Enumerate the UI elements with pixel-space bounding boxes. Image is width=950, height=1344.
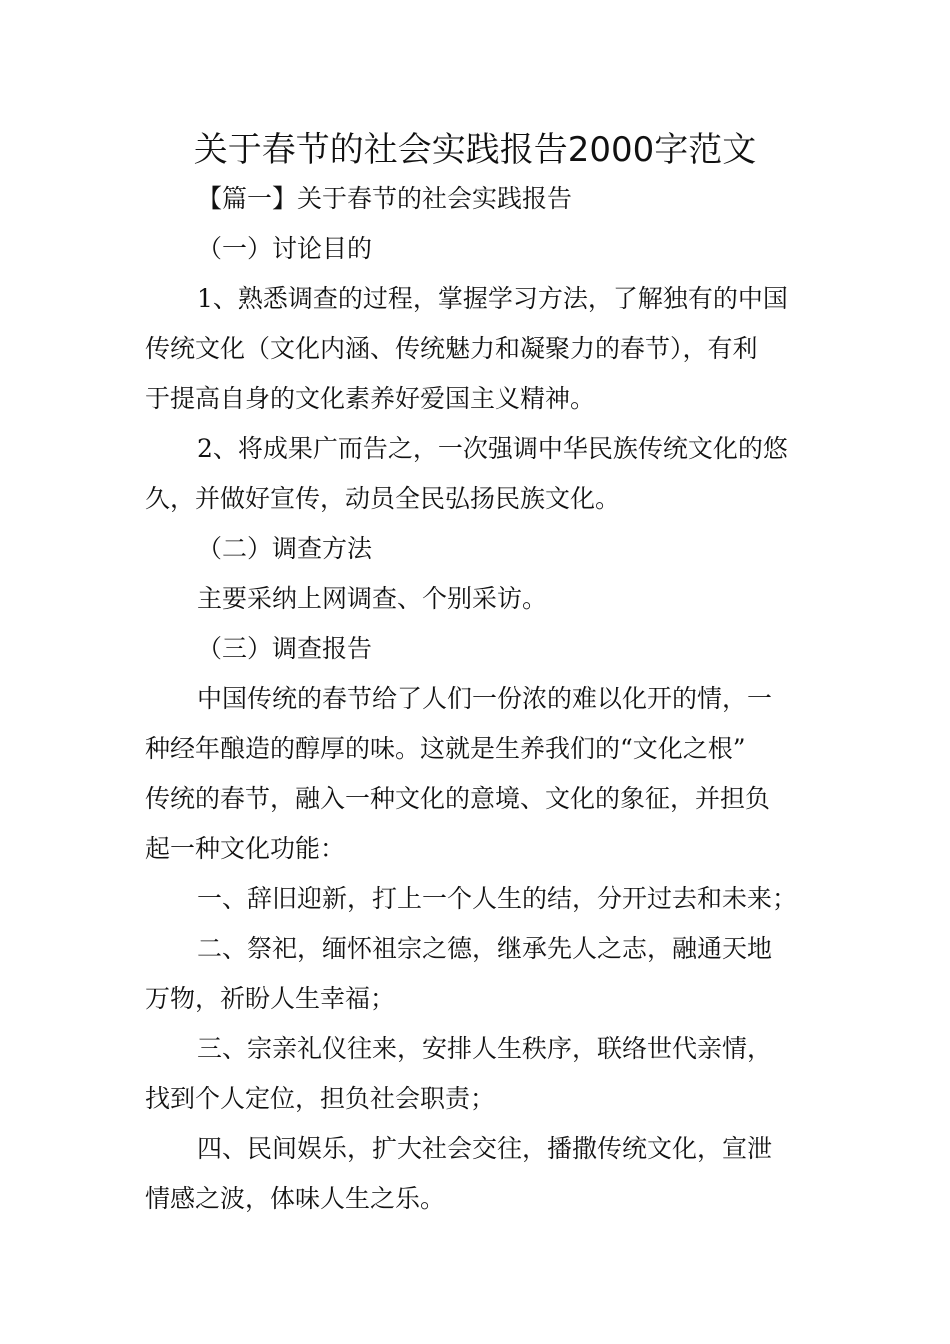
paragraph-line: 传统的春节，融入一种文化的意境、文化的象征，并担负	[145, 784, 771, 813]
document-title: 关于春节的社会实践报告2000字范文	[193, 130, 757, 170]
paragraph-line: （二）调查方法	[197, 534, 373, 563]
paragraph-line: 三、宗亲礼仪往来，安排人生秩序，联络世代亲情，	[197, 1034, 773, 1063]
paragraph-line: 【篇一】关于春节的社会实践报告	[197, 184, 573, 213]
paragraph-line: 久，并做好宣传，动员全民弘扬民族文化。	[145, 484, 621, 513]
paragraph-line: 中国传统的春节给了人们一份浓的难以化开的情，一	[197, 684, 773, 713]
paragraph-line: （三）调查报告	[197, 634, 373, 663]
paragraph-line: 万物，祈盼人生幸福；	[145, 984, 396, 1013]
paragraph-line: 传统文化（文化内涵、传统魅力和凝聚力的春节），有利	[145, 334, 758, 363]
paragraph-line: 找到个人定位，担负社会职责；	[145, 1084, 496, 1113]
paragraph-line: 1、熟悉调查的过程，掌握学习方法，了解独有的中国	[197, 284, 788, 313]
paragraph-line: 于提高自身的文化素养好爱国主义精神。	[145, 384, 596, 413]
paragraph-line: 四、民间娱乐，扩大社会交往，播撒传统文化，宣泄	[197, 1134, 773, 1163]
paragraph-line: 一、辞旧迎新，打上一个人生的结，分开过去和未来；	[197, 884, 798, 913]
document-body	[145, 174, 807, 1224]
paragraph-line: 起一种文化功能：	[145, 834, 346, 863]
paragraph-line: 2、将成果广而告之，一次强调中华民族传统文化的悠	[197, 434, 788, 463]
paragraph-line: 二、祭祀，缅怀祖宗之德，继承先人之志，融通天地	[197, 934, 773, 963]
paragraph-line: 情感之波，体味人生之乐。	[145, 1184, 446, 1213]
paragraph-line: 主要采纳上网调查、个别采访。	[197, 584, 548, 613]
paragraph-line: 种经年酿造的醇厚的味。这就是生养我们的“文化之根”	[145, 734, 746, 763]
paragraph-line: （一）讨论目的	[197, 234, 373, 263]
